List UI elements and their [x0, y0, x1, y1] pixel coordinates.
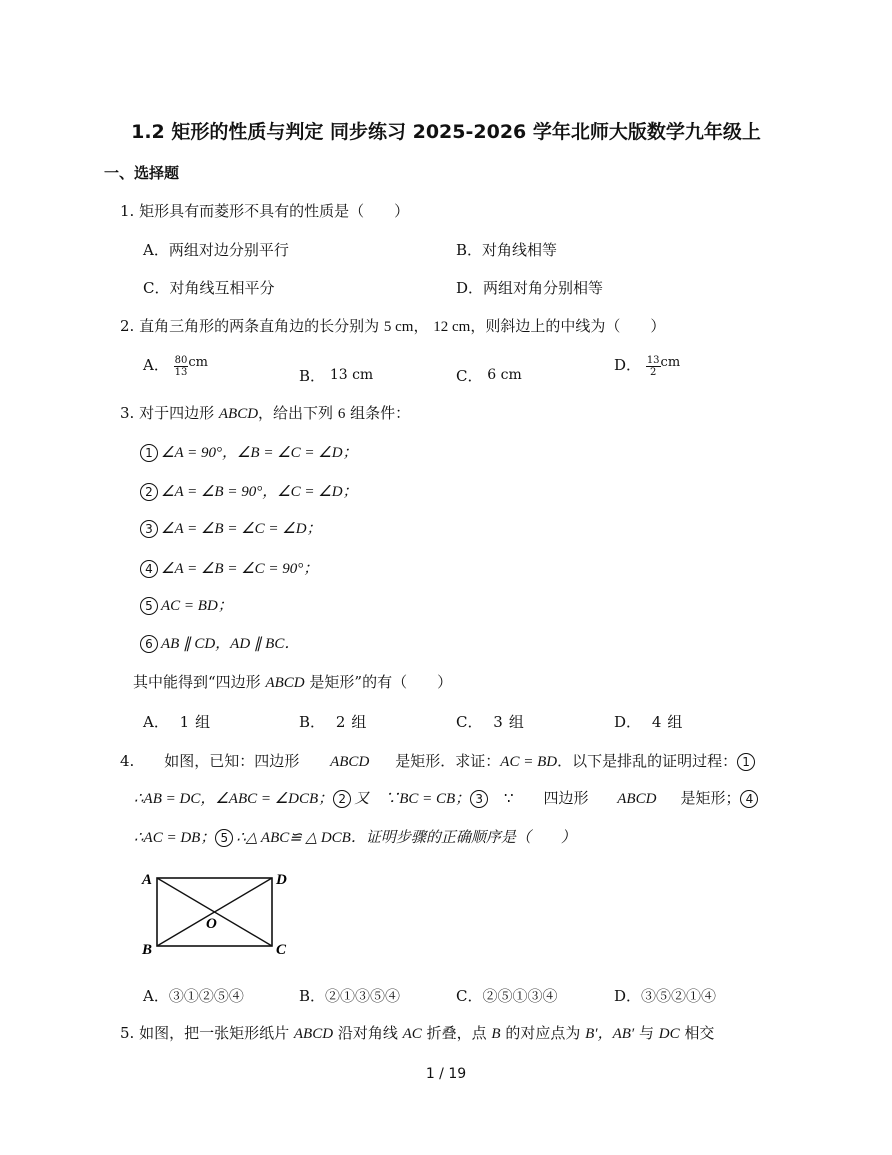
- q2-option-a-numerator: 80: [174, 354, 188, 366]
- q4-line-1-text: 4. 如图，已知：四边形: [120, 752, 300, 770]
- q3-count: 6: [337, 406, 346, 422]
- q2-option-d-denominator: 2: [649, 366, 657, 378]
- q2-option-b-value: 13 cm: [329, 367, 374, 383]
- q3-condition-text: ∠A = ∠B = ∠C = ∠D；: [161, 521, 322, 537]
- q2-stem-text: 2. 直角三角形的两条直角边的长分别为: [120, 317, 380, 335]
- q2-stem: [120, 315, 665, 336]
- q3-quadrilateral: ABCD: [218, 406, 259, 422]
- q5-stem-fold: 沿对角线: [337, 1024, 398, 1042]
- q2-option-d-unit: cm: [660, 355, 681, 370]
- q3-question-text: 其中能得到“四边形: [133, 673, 261, 691]
- q3-stem-text: 3. 对于四边形: [120, 404, 215, 422]
- q2-option-b: [299, 365, 373, 386]
- circled-number-icon: 5: [140, 597, 158, 615]
- figure-label-b: B: [142, 942, 153, 958]
- q2-option-a-unit: cm: [188, 355, 208, 370]
- q2-option-c-value: 6 cm: [487, 367, 522, 383]
- figure-label-c: C: [276, 942, 287, 958]
- q2-option-a-fraction: [174, 355, 189, 378]
- section-heading: 一、选择题: [104, 164, 180, 182]
- q3-question: [133, 671, 452, 692]
- q1-option-d: D．两组对角分别相等: [456, 279, 604, 297]
- q3-condition: [140, 594, 233, 615]
- q3-option-b-value: 2: [335, 713, 346, 731]
- q4-line-3-tail: ∴△ ABC≌ △ DCB．证明步骤的正确顺序是（ ）: [236, 830, 576, 846]
- q5-point-b-prime: B′，AB′: [585, 1026, 635, 1042]
- q3-option-c-value: 3: [493, 713, 503, 731]
- q2-value-2: 12 cm: [433, 319, 471, 335]
- q2-option-a: [143, 354, 208, 378]
- q2-option-a-denominator: 13: [174, 366, 188, 378]
- q2-option-b-label: B．: [299, 367, 326, 385]
- q3-option-c: [456, 711, 524, 732]
- q5-point-b: B: [491, 1026, 501, 1042]
- q1-stem: 1. 矩形具有而菱形不具有的性质是（ ）: [120, 202, 410, 220]
- q4-option-d: D．③⑤②①④: [614, 987, 717, 1005]
- q2-option-c-label: C．: [456, 367, 483, 385]
- circled-number-icon: 4: [740, 790, 758, 808]
- q4-line-2-because: ∵ 四边形: [503, 789, 589, 807]
- q2-option-d-label: D．: [614, 356, 642, 374]
- q4-line-2: [134, 787, 761, 808]
- q4-option-a: A．③①②⑤④: [143, 987, 244, 1005]
- q3-option-c-unit: 组: [508, 713, 524, 731]
- circled-number-icon: 3: [140, 520, 158, 538]
- q2-option-d-fraction: [646, 355, 661, 378]
- q1-option-c: C．对角线互相平分: [143, 279, 275, 297]
- q4-line-1-mid: 是矩形．求证：: [395, 752, 501, 770]
- q1-option-b: B．对角线相等: [456, 241, 558, 259]
- q2-option-d-numerator: 13: [646, 354, 660, 366]
- q3-condition: [140, 517, 322, 538]
- q3-option-b-unit: 组: [351, 713, 367, 731]
- q2-stem-tail: ，则斜边上的中线为（ ）: [470, 317, 666, 335]
- q3-condition: [140, 480, 358, 501]
- q3-option-a-value: 1: [179, 713, 190, 731]
- q3-stem: [120, 402, 410, 423]
- q5-stem-and: 与: [638, 1024, 654, 1042]
- q2-option-d: [614, 354, 680, 378]
- q2-value-1: 5 cm: [383, 319, 414, 335]
- q5-stem: [120, 1022, 714, 1043]
- figure-label-o: O: [206, 916, 217, 932]
- q5-stem-image: 的对应点为: [505, 1024, 581, 1042]
- q2-option-a-label: A．: [143, 356, 169, 374]
- figure-label-d: D: [276, 872, 287, 888]
- q3-condition-text: AB ∥ CD，AD ∥ BC．: [161, 636, 300, 652]
- q3-condition-text: ∠A = 90°，∠B = ∠C = ∠D；: [161, 445, 358, 461]
- circled-number-icon: 3: [470, 790, 488, 808]
- page-title: 1.2 矩形的性质与判定 同步练习 2025-2026 学年北师大版数学九年级上: [131, 121, 761, 143]
- q3-condition: [140, 557, 318, 578]
- circled-number-icon: 2: [333, 790, 351, 808]
- q2-separator: ，: [413, 317, 429, 335]
- circled-number-icon: 2: [140, 483, 158, 501]
- q4-line-1-quadrilateral: ABCD: [330, 754, 370, 770]
- circled-number-icon: 6: [140, 635, 158, 653]
- q4-line-1-equation: AC = BD: [500, 754, 558, 770]
- circled-number-icon: 1: [737, 753, 755, 771]
- q3-condition: [140, 632, 299, 653]
- q3-option-a-unit: 组: [195, 713, 211, 731]
- q3-option-b: [299, 711, 366, 732]
- q5-stem-point: 折叠，点: [426, 1024, 487, 1042]
- q3-condition-text: AC = BD；: [161, 598, 233, 614]
- q3-stem-tail: 组条件：: [350, 404, 411, 422]
- circled-number-icon: 4: [140, 560, 158, 578]
- q4-line-2-quadrilateral: ABCD: [617, 791, 657, 807]
- q4-line-2-given: 又 ∵BC = CB；: [354, 791, 471, 807]
- q3-question-quadrilateral: ABCD: [265, 675, 305, 691]
- q4-line-3: [134, 826, 576, 847]
- q3-option-d: [614, 711, 682, 732]
- circled-number-icon: 1: [140, 444, 158, 462]
- q4-line-2-tail: 是矩形；: [680, 789, 741, 807]
- q5-quadrilateral: ABCD: [293, 1026, 334, 1042]
- q3-condition: [140, 441, 358, 462]
- q5-stem-tail: 相交: [684, 1024, 715, 1042]
- q3-option-d-value: 4: [651, 713, 662, 731]
- q4-line-1-tail: ．以下是排乱的证明过程：: [557, 752, 738, 770]
- q5-diagonal: AC: [402, 1026, 422, 1042]
- q4-line-3-text: ∴AC = DB；: [134, 830, 216, 846]
- q3-condition-text: ∠A = ∠B = ∠C = 90°；: [161, 561, 319, 577]
- figure-label-a: A: [142, 872, 153, 888]
- circled-number-icon: 5: [215, 829, 233, 847]
- q4-line-2-text: ∴AB = DC，∠ABC = ∠DCB；: [134, 791, 334, 807]
- q3-option-d-label: D．: [614, 713, 642, 731]
- q3-question-tail: 是矩形”的有（ ）: [309, 673, 453, 691]
- q3-option-b-label: B．: [299, 713, 326, 731]
- q3-stem-mid: ，给出下列: [258, 404, 334, 422]
- q4-rectangle-figure: [136, 864, 296, 960]
- q4-option-c: C．②⑤①③④: [456, 987, 558, 1005]
- q3-option-d-unit: 组: [667, 713, 683, 731]
- q1-option-a: A．两组对边分别平行: [143, 241, 289, 259]
- q5-side-dc: DC: [658, 1026, 680, 1042]
- q4-line-1: [120, 750, 758, 771]
- q5-stem-text: 5. 如图，把一张矩形纸片: [120, 1024, 290, 1042]
- q3-option-a: [143, 711, 210, 732]
- q3-option-c-label: C．: [456, 713, 483, 731]
- q3-option-a-label: A．: [143, 713, 169, 731]
- q3-condition-text: ∠A = ∠B = 90°，∠C = ∠D；: [161, 484, 358, 500]
- q2-option-c: [456, 365, 522, 386]
- q4-option-b: B．②①③⑤④: [299, 987, 401, 1005]
- page-number: 1 / 19: [425, 1066, 467, 1082]
